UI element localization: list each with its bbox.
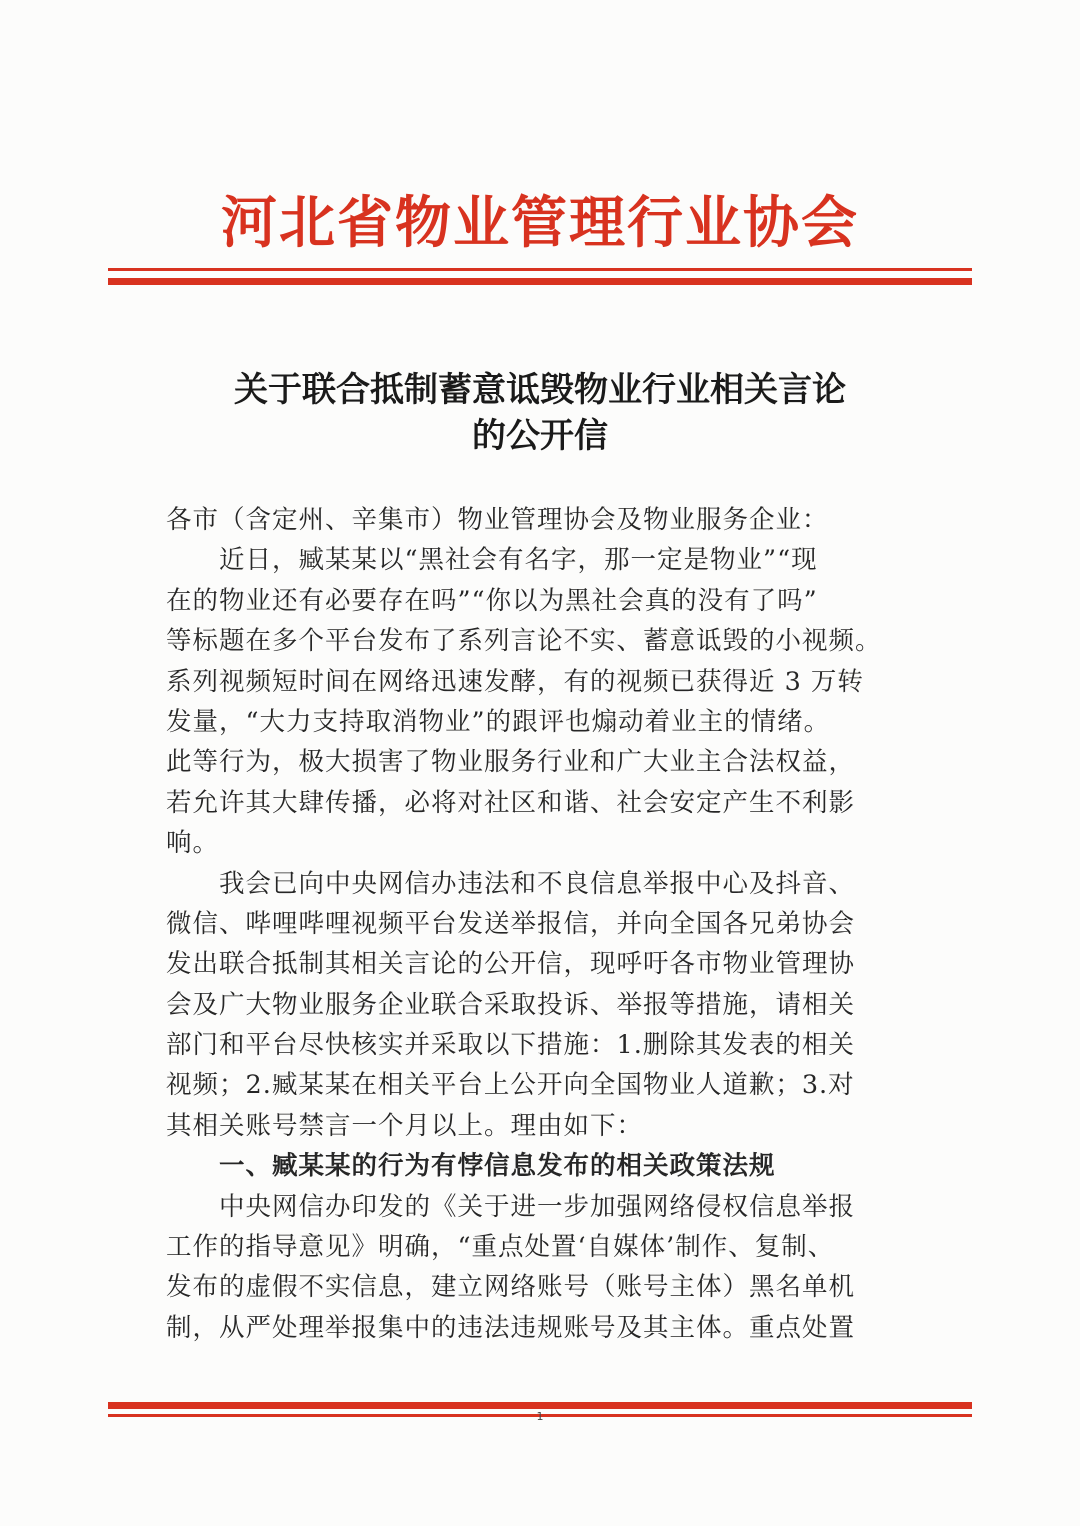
body-text-line: 部门和平台尽快核实并采取以下措施：1.删除其发表的相关 xyxy=(166,1030,855,1061)
body-text-line: 发出联合抵制其相关言论的公开信，现呼吁各市物业管理协 xyxy=(166,949,856,980)
letterhead-divider-thin xyxy=(108,268,972,271)
body-text-line: 中央网信办印发的《关于进一步加强网络侵权信息举报 xyxy=(166,1191,856,1222)
section-heading: 一、臧某某的行为有悖信息发布的相关政策法规 xyxy=(166,1151,776,1182)
body-text-line: 近日，臧某某以“黑社会有名字，那一定是物业”“现 xyxy=(166,545,818,576)
body-text-line: 若允许其大肆传播，必将对社区和谐、社会安定产生不利影 xyxy=(166,787,856,818)
body-text-line: 响。 xyxy=(166,828,220,859)
body-text-line: 此等行为，极大损害了物业服务行业和广大业主合法权益， xyxy=(166,747,856,778)
body-text-line: 其相关账号禁言一个月以上。理由如下： xyxy=(166,1110,644,1141)
document-title-line-1: 关于联合抵制蓄意诋毁物业行业相关言论 xyxy=(234,370,846,410)
body-text-line: 在的物业还有必要存在吗”“你以为黑社会真的没有了吗” xyxy=(166,585,818,616)
body-text-line: 等标题在多个平台发布了系列言论不实、蓄意诋毁的小视频。 xyxy=(166,626,882,657)
page-number: 1 xyxy=(536,1410,544,1423)
body-text-line: 微信、哔哩哔哩视频平台发送举报信，并向全国各兄弟协会 xyxy=(166,908,856,939)
document-body xyxy=(166,500,916,1348)
body-text-line: 工作的指导意见》明确，“重点处置‘自媒体’制作、复制、 xyxy=(166,1232,835,1263)
body-text-line: 会及广大物业服务企业联合采取投诉、举报等措施，请相关 xyxy=(166,989,856,1020)
body-text-line: 我会已向中央网信办违法和不良信息举报中心及抖音、 xyxy=(166,868,856,899)
body-text-line: 各市（含定州、辛集市）物业管理协会及物业服务企业： xyxy=(166,505,829,535)
letterhead-divider-thick xyxy=(108,278,972,285)
body-text-line: 发量，“大力支持取消物业”的跟评也煽动着业主的情绪。 xyxy=(166,706,831,737)
letterhead-title: 河北省物业管理行业协会 xyxy=(221,190,859,256)
body-text-line: 视频；2.臧某某在相关平台上公开向全国物业人道歉；3.对 xyxy=(166,1070,855,1101)
body-text-line: 制，从严处理举报集中的违法违规账号及其主体。重点处置 xyxy=(166,1312,856,1343)
document-title-line-2: 的公开信 xyxy=(472,416,608,456)
footer-divider-thick xyxy=(108,1402,972,1409)
body-text-line: 系列视频短时间在网络迅速发酵，有的视频已获得近 3 万转 xyxy=(166,666,864,697)
body-text-line: 发布的虚假不实信息，建立网络账号（账号主体）黑名单机 xyxy=(166,1272,856,1303)
